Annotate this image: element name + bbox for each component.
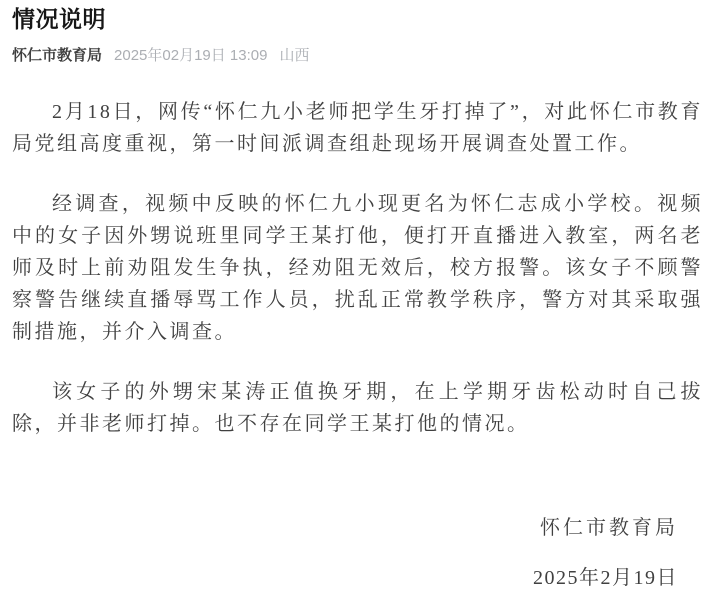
author-name[interactable]: 怀仁市教育局 bbox=[12, 47, 103, 64]
signature-org: 怀仁市教育局 bbox=[540, 517, 678, 539]
signature-block bbox=[12, 512, 703, 594]
article-header bbox=[0, 0, 715, 66]
paragraph-1: 2月18日，网传“怀仁九小老师把学生牙打掉了”，对此怀仁市教育局党组高度重视，第一时间派调查组赴现场开展调查处置工作。 bbox=[12, 101, 703, 155]
byline bbox=[12, 46, 703, 66]
page-title: 情况说明 bbox=[12, 6, 106, 32]
publish-datetime: 2025年02月19日 13:09 bbox=[114, 47, 268, 64]
paragraph-2: 经调查，视频中反映的怀仁九小现更名为怀仁志成小学校。视频中的女子因外甥说班里同学王某打他，便打开直播进入教室，两名老师及时上前劝阻发生争执，经劝阻无效后，校方报警。该女子不顾警察警告继续直播辱骂工作人员，扰乱正常教学秩序，警方对其采取强制措施，并介入调查。 bbox=[12, 193, 703, 343]
article-body bbox=[0, 96, 715, 594]
paragraph-3: 该女子的外甥宋某涛正值换牙期，在上学期牙齿松动时自己拔除，并非老师打掉。也不存在同学王某打他的情况。 bbox=[12, 381, 703, 435]
publish-region: 山西 bbox=[279, 47, 310, 64]
signature-date: 2025年2月19日 bbox=[533, 567, 678, 589]
